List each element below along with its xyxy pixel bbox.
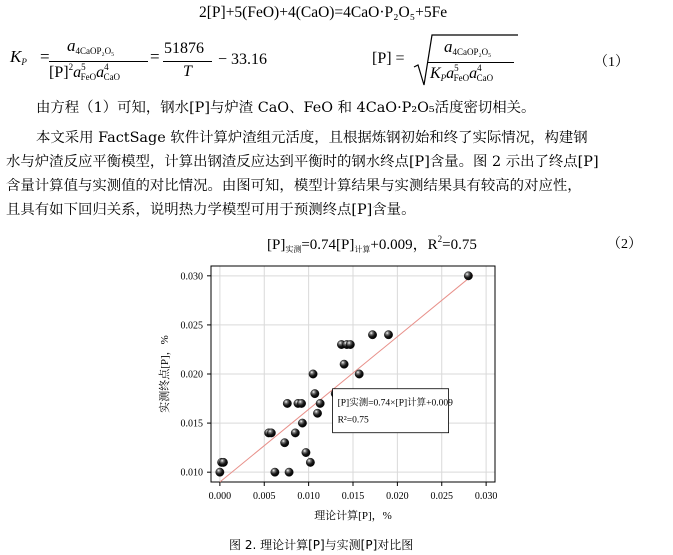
eq1-constant: − 33.16 [218, 51, 268, 68]
equation-2: $[P]_{实测}=0.74[P]_{计算}+0.009$，$R^2=0.75$ [267, 234, 477, 254]
paragraph-2 [6, 126, 668, 222]
eq1-p-lhs: [P] = [372, 50, 405, 67]
eq1-p-numerator: $a_{4CaOP_2O_5}$ [444, 37, 492, 57]
y-tick-label: 0.030 [180, 271, 203, 283]
eq1-number: （1） [594, 55, 629, 70]
y-tick-label: 0.010 [180, 467, 203, 479]
data-point [216, 468, 224, 476]
y-tick-label: 0.020 [180, 369, 203, 381]
data-point [355, 370, 363, 378]
eq1-equals: = [40, 47, 50, 66]
y-tick-label: 0.025 [180, 320, 203, 332]
paragraph-2-line: 且具有如下回归关系，说明热力学模型可用于预测终点[P]含量。 [6, 202, 416, 218]
y-tick-label: 0.015 [180, 418, 203, 430]
data-point [219, 458, 227, 466]
data-point [384, 331, 392, 339]
eq1-numerator: $a_{4CaOP_2O_5}$ [67, 36, 115, 56]
paragraph-2-line: 水与炉渣反应平衡模型，计算出钢渣反应达到平衡时的钢水终点[P]含量。图 2 示出了终点[P] [6, 154, 599, 170]
paragraph-2-line: 含量计算值与实测值的对比情况。由图可知，模型计算结果与实测结果具有较高的对应性， [6, 178, 582, 194]
data-point [298, 419, 306, 427]
eq2-number: （2） [607, 237, 642, 252]
data-point [311, 389, 319, 397]
data-point [346, 340, 354, 348]
data-point [316, 399, 324, 407]
x-axis-label: 理论计算[P]，% [314, 510, 392, 522]
data-point [464, 272, 472, 280]
annotation-equation: [P]实测=0.74×[P]计算+0.009 [337, 398, 453, 409]
x-tick-label: 0.030 [474, 491, 498, 502]
data-point [302, 448, 310, 456]
eq1-const-denominator: T [183, 63, 192, 80]
x-tick-label: 0.000 [208, 491, 232, 502]
x-tick-label: 0.020 [386, 491, 409, 502]
x-tick-label: 0.015 [341, 491, 365, 502]
eq1-kp: $K_P$ [10, 47, 27, 67]
data-point [368, 331, 376, 339]
data-point [291, 429, 299, 437]
scatter-chart [150, 262, 510, 527]
data-point [280, 439, 288, 447]
data-point [306, 458, 314, 466]
eq1-p-denominator: $K_Pa^5_{FeO}a^4_{CaO}$ [430, 63, 494, 83]
data-point [283, 399, 291, 407]
eq1-const-numerator: 51876 [164, 40, 204, 57]
regression-line [220, 275, 473, 482]
data-point [271, 468, 279, 476]
data-point [313, 409, 321, 417]
paragraph-1: 由方程（1）可知，钢水[P]与炉渣 CaO、FeO 和 4CaO·P₂O₅活度密切相关。 [36, 100, 536, 116]
x-tick-label: 0.010 [297, 491, 320, 502]
data-point [309, 370, 317, 378]
eq1-equals-2: = [150, 47, 160, 66]
x-tick-label: 0.025 [430, 491, 453, 502]
paragraph-2-line: 本文采用 FactSage 软件计算炉渣组元活度，且根据炼钢初始和终了实际情况，构建钢 [36, 130, 588, 146]
eq1-denominator: $[P]^2a^5_{FeO}a^4_{CaO}$ [49, 62, 121, 82]
annotation-box [333, 389, 449, 433]
data-point [267, 429, 275, 437]
data-point [285, 468, 293, 476]
annotation-r2: R²=0.75 [337, 415, 369, 426]
data-point [340, 360, 348, 368]
data-point [297, 399, 305, 407]
x-tick-label: 0.005 [253, 491, 276, 502]
reaction-equation: 2[P]+5(FeO)+4(CaO)=4CaO·P₂O₅+5Fe [199, 4, 448, 21]
y-axis-label: 实测终点[P]，% [159, 335, 171, 413]
eq1-const-bar [163, 61, 212, 62]
figure-caption: 图 2. 理论计算[P]与实测[P]对比图 [229, 538, 414, 552]
